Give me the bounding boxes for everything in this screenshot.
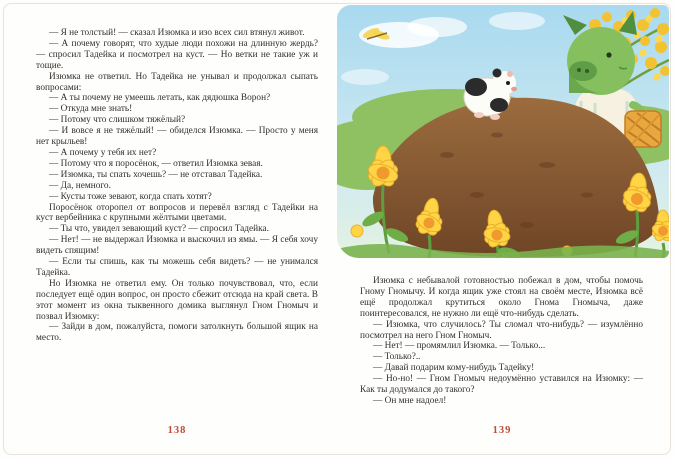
paragraph: — Откуда мне знать! (49, 104, 133, 115)
paragraph: Изюмка не ответил. Но Тадейка не унывал и продолжал сыпать вопросами: (36, 71, 318, 93)
right-page-number: 139 (492, 425, 512, 436)
paragraph: — Он мне надоел! (373, 395, 447, 406)
paragraph: — А почему у тебя их нет? (49, 147, 157, 158)
paragraph: — Изюмка, ты спать хочешь? — не отставал Тадейка. (49, 169, 263, 180)
illustration-svg (337, 5, 669, 258)
paragraph: — Нет! — промямлил Изюмка. — Только... (373, 341, 546, 352)
paragraph: — Зайди в дом, пожалуйста, помоги затолкнуть большой ящик на место. (36, 322, 318, 344)
paragraph: — Но-но! — Гном Гномыч недоумённо уставился на Изюмку: — Как ты додумался до такого? (360, 374, 643, 396)
paragraph: Изюмка с небывалой готовностью побежал в дом, чтобы помочь Гному Гномычу. И когда ящик уже стоял на своём месте, Изюмка всё ещё продолжал крутиться около Гнома Гномыча, даже поинтересовался, не нужно ли ещё что-нибудь сделать. (360, 276, 643, 319)
paragraph: — Только?.. (373, 352, 421, 363)
paragraph: — А почему говорят, что худые люди похожи на длинную жердь? — спросил Тадейка и посмотрел на куст. — Но ветки не такие уж и тощие. (36, 38, 318, 71)
basket (625, 111, 661, 147)
paragraph: — Ты что, увидел зевающий куст? — спросил Тадейка. (49, 224, 269, 235)
paragraph: — Если ты спишь, как ты можешь себя видеть? — не унимался Тадейка. (36, 257, 318, 278)
paragraph: Поросёнок оторопел от вопросов и перевёл взгляд с Тадейки на куст вербейника с крупными жёлтыми цветами. (36, 202, 318, 224)
right-page-text (360, 276, 643, 422)
paragraph: — Я не толстый! — сказал Изюмка и изо всех сил втянул живот. (49, 28, 305, 38)
paragraph: Но Изюмка не ответил ему. Он только почувствовал, что, если последует ещё один вопрос, он просто сбежит отсюда на край света. В этот момент из окна тыквенного домика выглянул Гном Гномыч и позвал Изюмку: (36, 278, 318, 322)
illustration (337, 5, 669, 258)
paragraph: — Изюмка, что случилось? Ты сломал что-нибудь? — изумлённо посмотрел на него Гном Гномыч. (360, 319, 643, 341)
paragraph: — Кусты тоже зевают, когда спать хотят? (49, 191, 212, 202)
paragraph: — И вовсе я не тяжёлый! — обиделся Изюмка. — Просто у меня нет крыльев! (36, 126, 318, 148)
left-page-text (36, 28, 318, 420)
paragraph: — Давай подарим кому-нибудь Тадейку! (373, 363, 535, 374)
paragraph: — А ты почему не умеешь летать, как дядюшка Ворон? (49, 93, 271, 104)
paragraph: — Нет! — не выдержал Изюмка и выскочил из ямы. — Я себя хочу видеть спящим! (36, 235, 318, 257)
paragraph: — Да, немного. (49, 180, 111, 191)
left-page-number: 138 (167, 425, 187, 436)
paragraph: — Потому что слишком тяжёлый? (49, 115, 186, 126)
paragraph: — Потому что я поросёнок, — ответил Изюмка зевая. (49, 158, 263, 169)
